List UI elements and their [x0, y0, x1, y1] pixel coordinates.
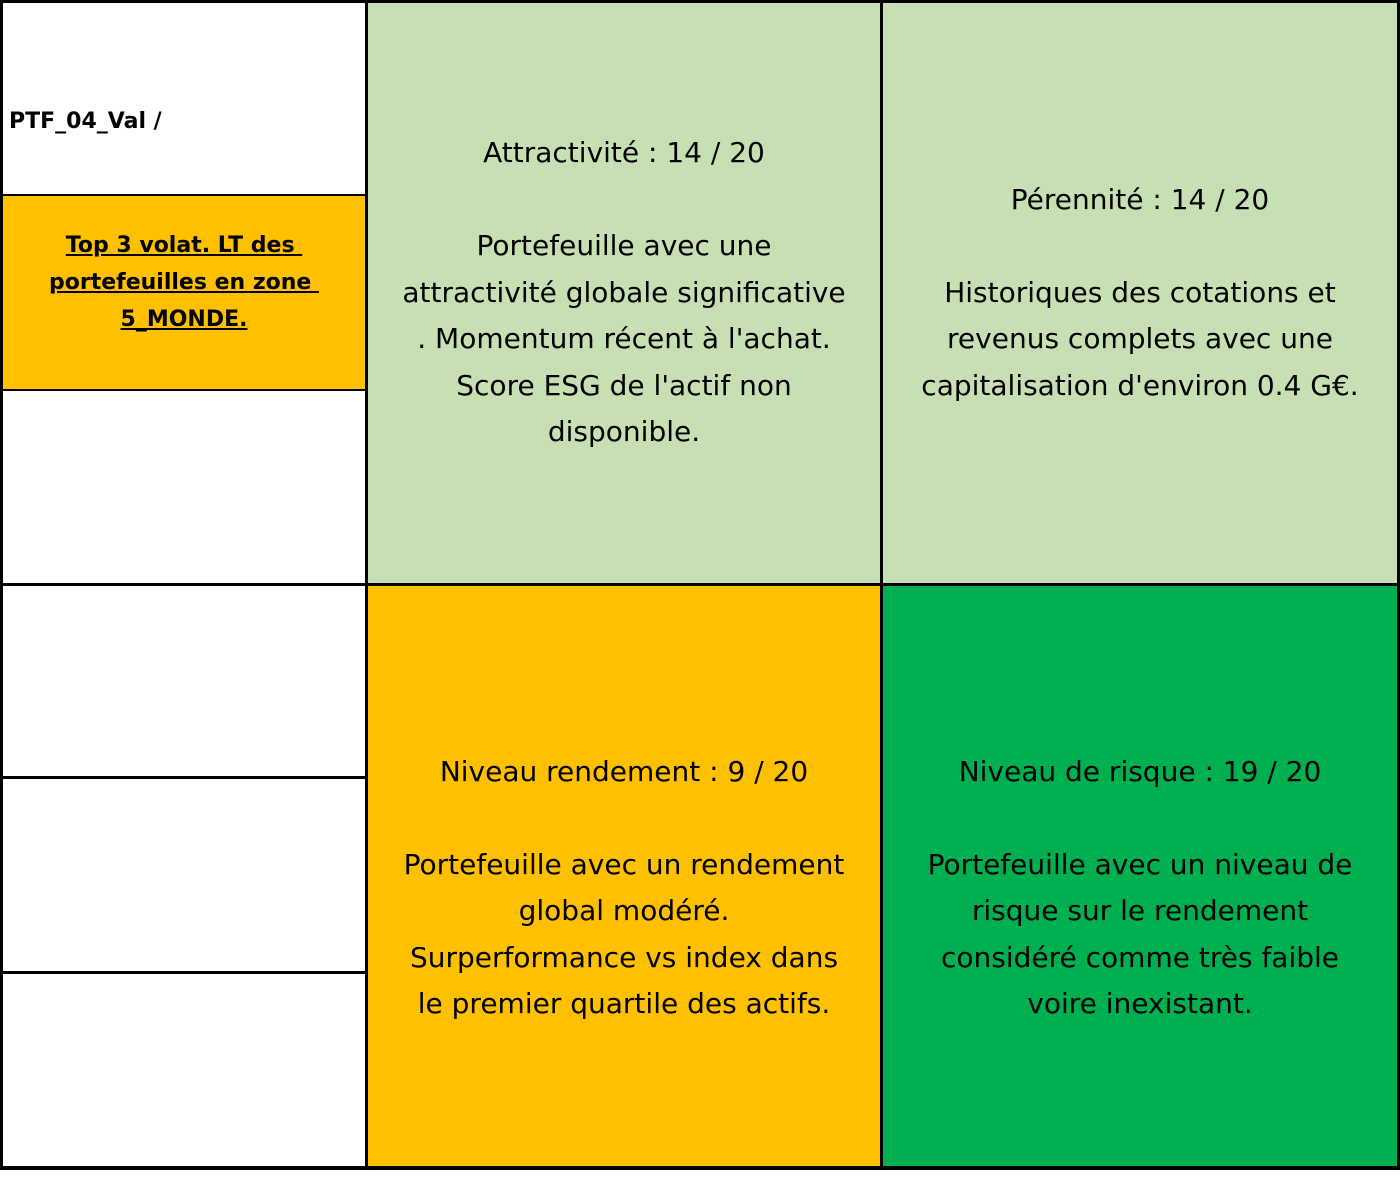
top3-link[interactable] — [3, 196, 365, 389]
perennite-title: Pérennité : 14 / 20 — [1010, 182, 1270, 216]
attractivite-text-line: Portefeuille avec une — [476, 229, 772, 263]
perennite-content — [883, 3, 1397, 587]
rendement-text-line: Portefeuille avec un rendement — [403, 847, 845, 881]
top3-line: 5_MONDE. — [120, 307, 248, 332]
header-line-portfolio: PTF_04_Val / — [9, 109, 162, 134]
risque-text-line: voire inexistant. — [1027, 987, 1253, 1020]
risque-card — [883, 586, 1397, 1166]
attractivite-text-line: . Momentum récent à l'achat. — [417, 322, 831, 356]
top3-line: Top 3 volat. LT des — [65, 233, 303, 258]
header-cell — [3, 3, 365, 194]
attractivite-text-line: disponible. — [547, 415, 701, 449]
attractivite-text-line: Score ESG de l'actif non — [456, 368, 792, 402]
empty-cell — [3, 779, 365, 971]
attractivite-text-line: attractivité globale significative — [402, 275, 846, 309]
risque-content — [883, 586, 1397, 1178]
top3-line: portefeuilles en zone — [48, 270, 319, 295]
perennite-text-line: capitalisation d'environ 0.4 G€. — [921, 368, 1359, 402]
empty-cell — [3, 974, 365, 1166]
perennite-card — [883, 3, 1397, 583]
top3-cell[interactable] — [3, 196, 365, 389]
rendement-title: Niveau rendement : 9 / 20 — [439, 754, 809, 788]
empty-cell — [3, 391, 365, 583]
rendement-text-line: Surperformance vs index dans — [409, 940, 839, 974]
attractivite-content — [368, 3, 880, 587]
rendement-card — [368, 586, 880, 1166]
rendement-content — [368, 586, 880, 1178]
attractivite-title: Attractivité : 14 / 20 — [483, 136, 765, 170]
perennite-text-line: revenus complets avec une — [947, 322, 1333, 356]
empty-cell — [3, 586, 365, 776]
risque-text-line: Portefeuille avec un niveau de — [927, 847, 1353, 881]
rendement-text-line: global modéré. — [518, 894, 730, 927]
risque-title: Niveau de risque : 19 / 20 — [958, 754, 1322, 788]
risque-text-line: risque sur le rendement — [971, 894, 1309, 927]
attractivite-card — [368, 3, 880, 583]
rendement-text-line: le premier quartile des actifs. — [417, 987, 831, 1020]
perennite-text-line: Historiques des cotations et — [944, 275, 1336, 309]
risque-text-line: considéré comme très faible — [940, 940, 1340, 974]
